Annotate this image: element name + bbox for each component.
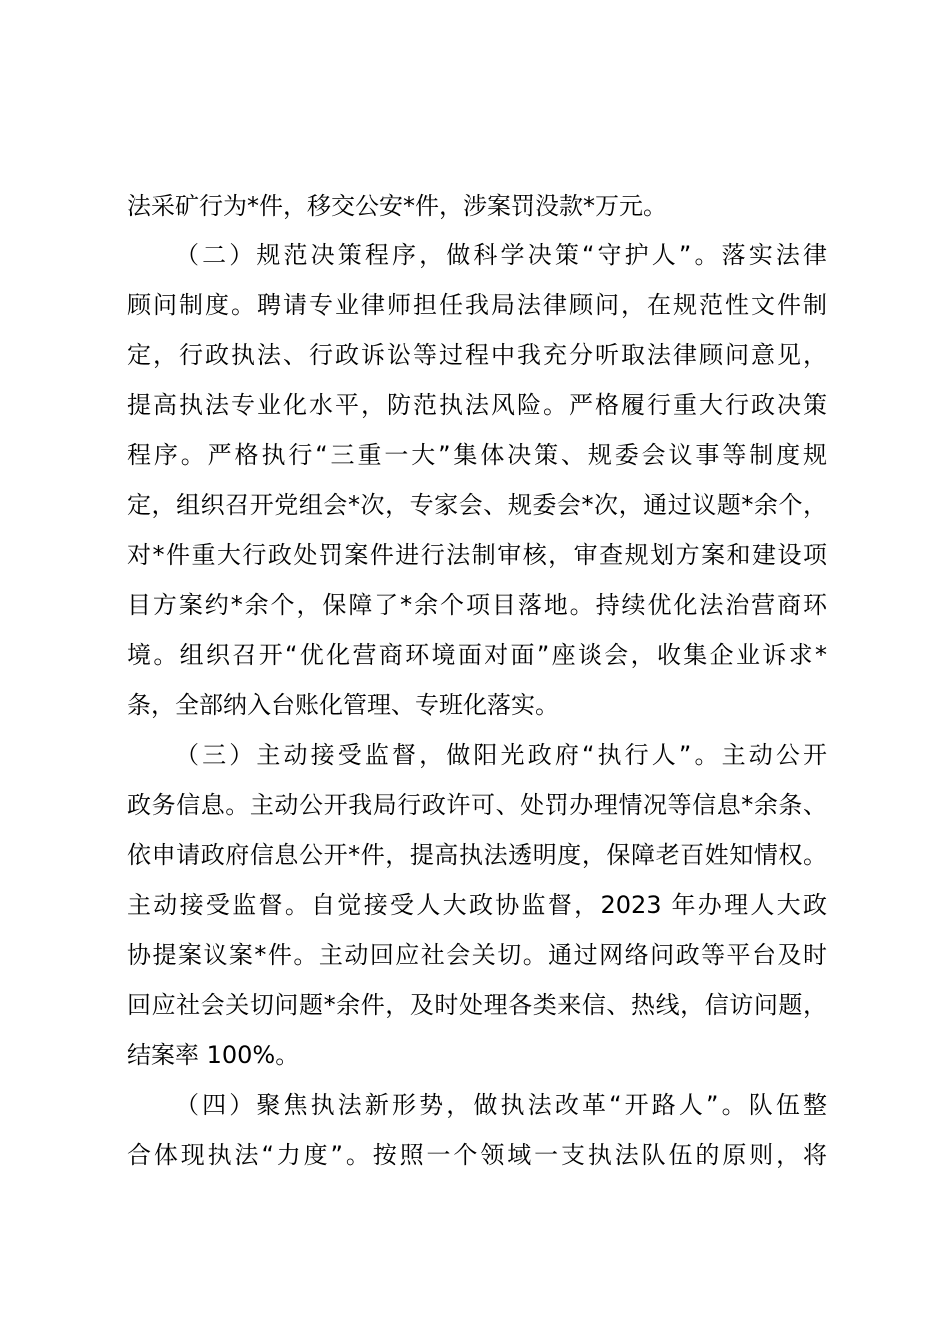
text-line: 定，组织召开党组会*次，专家会、规委会*次，通过议题*余个，	[127, 491, 827, 519]
text-line: 合体现执法“力度”。按照一个领域一支执法队伍的原则，将	[127, 1141, 827, 1169]
text-line: 顾问制度。聘请专业律师担任我局法律顾问，在规范性文件制	[127, 291, 827, 319]
text-line: 程序。严格执行“三重一大”集体决策、规委会议事等制度规	[127, 441, 827, 469]
text-line: 政务信息。主动公开我局行政许可、处罚办理情况等信息*余条、	[127, 791, 827, 819]
section-heading-line: （三）主动接受监督，做阳光政府“执行人”。主动公开	[175, 741, 827, 769]
text-line: 目方案约*余个，保障了*余个项目落地。持续优化法治营商环	[127, 591, 827, 619]
text-line: 回应社会关切问题*余件，及时处理各类来信、热线，信访问题，	[127, 991, 827, 1019]
text-line: 依申请政府信息公开*件，提高执法透明度，保障老百姓知情权。	[127, 841, 827, 869]
section-heading-line: （四）聚焦执法新形势，做执法改革“开路人”。队伍整	[175, 1091, 827, 1119]
text-line: 境。组织召开“优化营商环境面对面”座谈会，收集企业诉求*	[127, 641, 827, 669]
section-heading-line: （二）规范决策程序，做科学决策“守护人”。落实法律	[175, 241, 827, 269]
text-line: 结案率 100%。	[127, 1041, 300, 1069]
text-line: 协提案议案*件。主动回应社会关切。通过网络问政等平台及时	[127, 941, 827, 969]
text-line: 法采矿行为*件，移交公安*件，涉案罚没款*万元。	[127, 192, 667, 220]
text-line: 对*件重大行政处罚案件进行法制审核，审查规划方案和建设项	[127, 541, 827, 569]
text-line: 主动接受监督。自觉接受人大政协监督，2023 年办理人大政	[127, 891, 827, 919]
text-line: 定，行政执法、行政诉讼等过程中我充分听取法律顾问意见，	[127, 341, 827, 369]
text-line: 条，全部纳入台账化管理、专班化落实。	[127, 691, 559, 719]
text-line: 提高执法专业化水平，防范执法风险。严格履行重大行政决策	[127, 391, 827, 419]
